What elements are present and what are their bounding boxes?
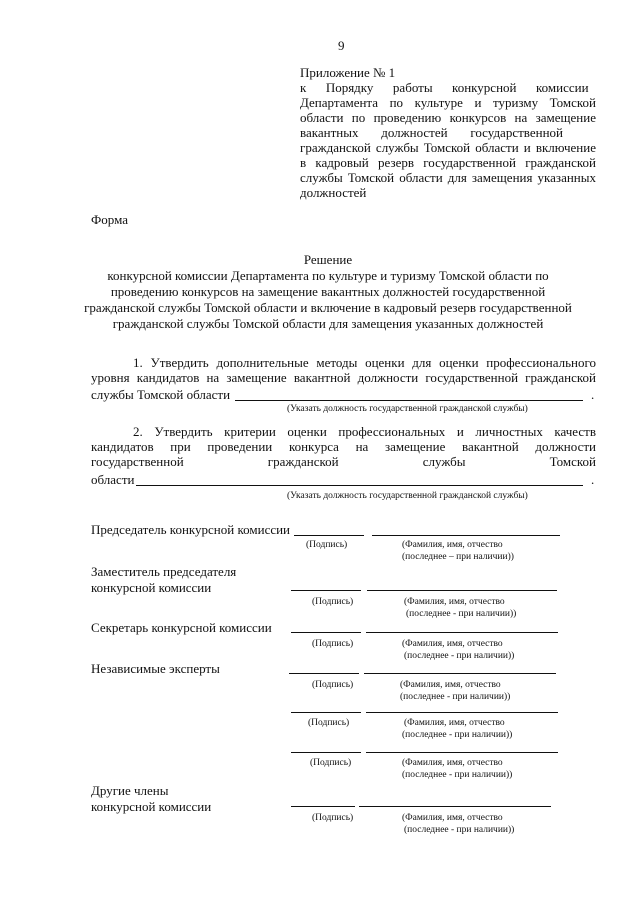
item-1 xyxy=(91,355,596,385)
decision-line: гражданской службы Томской области для замещения указанных должностей xyxy=(112,316,544,331)
name-hint: (Фамилия, имя, отчество xyxy=(402,758,503,768)
appendix-line: службы Томской области для замещения указанных xyxy=(300,170,596,185)
decision-title: Решение xyxy=(303,252,353,267)
signature-hint: (Подпись) xyxy=(306,540,348,550)
expert-1-signature-line[interactable] xyxy=(289,673,359,674)
deputy-label: Заместитель председателя xyxy=(91,564,237,579)
appendix-block xyxy=(300,65,596,200)
item-1-line: уровня кандидатов на замещение вакантной должности государственной гражданской xyxy=(91,370,596,385)
deputy-name-line[interactable] xyxy=(367,590,557,591)
appendix-line: области по проведению конкурсов на замещение xyxy=(300,110,596,125)
experts-label: Независимые эксперты xyxy=(91,661,220,676)
appendix-line: должностей xyxy=(300,185,367,200)
expert-3-signature-line[interactable] xyxy=(291,752,361,753)
name-hint: (Фамилия, имя, отчество xyxy=(402,540,503,550)
decision-line: проведению конкурсов на замещение вакантных должностей государственной xyxy=(110,284,546,299)
signature-hint: (Подпись) xyxy=(308,718,350,728)
expert-1-name-line[interactable] xyxy=(364,673,556,674)
expert-2-name-line[interactable] xyxy=(366,712,558,713)
name-hint: (Фамилия, имя, отчество xyxy=(404,718,505,728)
appendix-line: вакантных должностей государственной xyxy=(300,125,563,140)
expert-2-signature-line[interactable] xyxy=(291,712,361,713)
other-signature-line[interactable] xyxy=(291,806,355,807)
others-label: конкурсной комиссии xyxy=(91,799,212,814)
signature-hint: (Подпись) xyxy=(312,597,354,607)
name-hint: (последнее – при наличии)) xyxy=(402,552,514,562)
item-2-hint: (Указать должность государственной гражданской службы) xyxy=(287,491,528,501)
item-1-line-prefix: службы Томской области xyxy=(91,387,231,402)
form-label: Форма xyxy=(91,212,128,227)
secretary-label: Секретарь конкурсной комиссии xyxy=(91,620,272,635)
name-hint: (последнее - при наличии)) xyxy=(404,651,515,661)
item-2-line: кандидатов при проведении конкурса на замещение вакантной должности xyxy=(91,439,596,454)
signature-hint: (Подпись) xyxy=(312,680,354,690)
position-input-line-2[interactable] xyxy=(136,485,583,486)
item-1-period: . xyxy=(591,387,595,402)
decision-line: конкурсной комиссии Департамента по культуре и туризму Томской области по xyxy=(107,268,549,283)
item-2-line: 2. Утвердить критерии оценки профессиональных и личностных качеств xyxy=(133,424,596,439)
secretary-name-line[interactable] xyxy=(366,632,558,633)
item-2 xyxy=(91,424,596,469)
deputy-label: конкурсной комиссии xyxy=(91,580,212,595)
name-hint: (последнее - при наличии)) xyxy=(406,609,517,619)
decision-heading xyxy=(80,252,576,332)
appendix-line: в кадровый резерв государственной гражданской xyxy=(300,155,596,170)
name-hint: (последнее - при наличии)) xyxy=(402,770,513,780)
chairman-signature-line[interactable] xyxy=(294,535,364,536)
signature-hint: (Подпись) xyxy=(312,639,354,649)
name-hint: (Фамилия, имя, отчество xyxy=(404,597,505,607)
item-2-line: государственной гражданской службы Томской xyxy=(91,454,596,469)
others-label: Другие члены xyxy=(91,783,169,798)
appendix-title: Приложение № 1 xyxy=(300,65,396,80)
name-hint: (Фамилия, имя, отчество xyxy=(402,813,503,823)
appendix-line: гражданской службы Томской области и включение xyxy=(300,140,596,155)
name-hint: (последнее - при наличии)) xyxy=(400,692,511,702)
chairman-name-line[interactable] xyxy=(372,535,560,536)
signature-hint: (Подпись) xyxy=(310,758,352,768)
item-1-line: 1. Утвердить дополнительные методы оценки для оценки профессионального xyxy=(133,355,596,370)
item-2-period: . xyxy=(591,472,595,487)
other-name-line[interactable] xyxy=(359,806,551,807)
name-hint: (последнее - при наличии)) xyxy=(402,730,513,740)
position-input-line-1[interactable] xyxy=(235,400,583,401)
item-1-hint: (Указать должность государственной гражданской службы) xyxy=(287,404,528,414)
chairman-label: Председатель конкурсной комиссии xyxy=(91,522,291,537)
name-hint: (Фамилия, имя, отчество xyxy=(402,639,503,649)
signature-hint: (Подпись) xyxy=(312,813,354,823)
name-hint: (Фамилия, имя, отчество xyxy=(400,680,501,690)
secretary-signature-line[interactable] xyxy=(291,632,361,633)
appendix-line: Департамента по культуре и туризму Томской xyxy=(300,95,596,110)
appendix-line: к Порядку работы конкурсной комиссии xyxy=(300,80,589,95)
item-2-line-prefix: области xyxy=(91,472,135,487)
name-hint: (последнее - при наличии)) xyxy=(404,825,515,835)
expert-3-name-line[interactable] xyxy=(366,752,558,753)
decision-line: гражданской службы Томской области и включение в кадровый резерв государственной xyxy=(84,300,572,315)
page-number: 9 xyxy=(338,38,345,53)
deputy-signature-line[interactable] xyxy=(291,590,361,591)
